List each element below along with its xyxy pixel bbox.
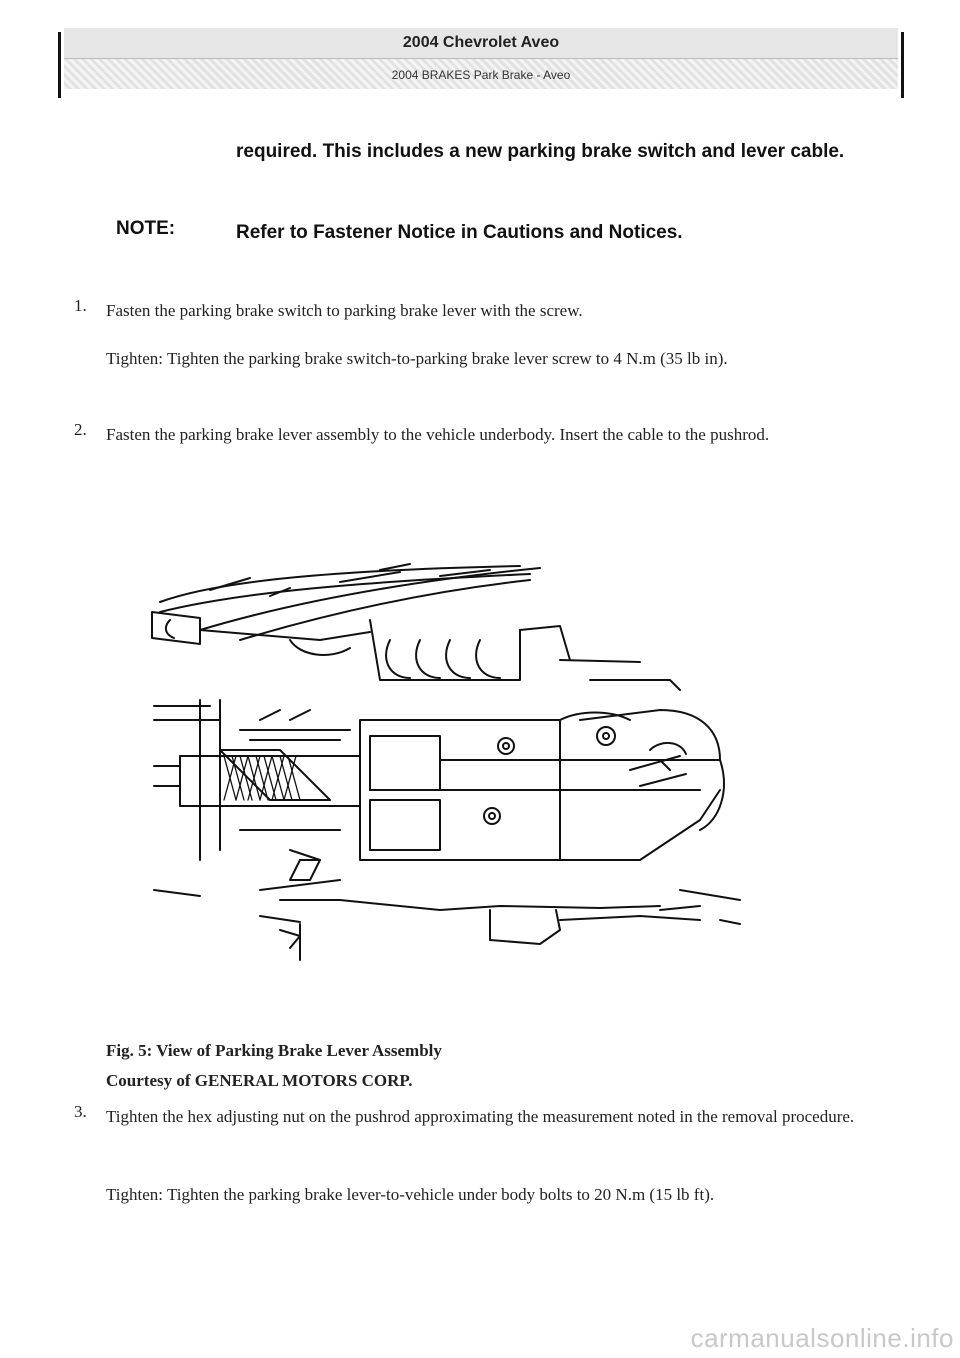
document-subtitle: 2004 BRAKES Park Brake - Aveo: [391, 68, 571, 82]
step-2-number: 2.: [74, 420, 87, 439]
figure-caption-credit: Courtesy of GENERAL MOTORS CORP.: [106, 1071, 413, 1090]
parking-brake-lever-illustration: [140, 560, 760, 980]
step-1-text: Fasten the parking brake switch to parking brake lever with the screw.: [106, 301, 583, 320]
figure-caption-title: Fig. 5: View of Parking Brake Lever Assembly: [106, 1041, 442, 1060]
watermark: carmanualsonline.info: [690, 1323, 954, 1353]
figure-caption: [106, 1036, 706, 1096]
step-1-number: 1.: [74, 296, 87, 315]
step-3-text: Tighten the hex adjusting nut on the pushrod approximating the measurement noted in the removal procedure.: [106, 1107, 855, 1126]
step-3-tighten: Tighten: Tighten the parking brake lever-to-vehicle under body bolts to 20 N.m (15 lb ft).: [106, 1185, 715, 1204]
note-label: NOTE:: [116, 218, 176, 239]
page-header: [58, 28, 904, 98]
intro-paragraph: required. This includes a new parking brake switch and lever cable.: [236, 141, 845, 162]
step-3-number: 3.: [74, 1102, 87, 1121]
step-2-text: Fasten the parking brake lever assembly to the vehicle underbody. Insert the cable to the pushrod.: [106, 425, 770, 444]
step-1-tighten: Tighten: Tighten the parking brake switch-to-parking brake lever screw to 4 N.m (35 lb in).: [106, 349, 728, 368]
document-title: 2004 Chevrolet Aveo: [402, 34, 560, 51]
note-text: Refer to Fastener Notice in Cautions and Notices.: [236, 222, 683, 243]
